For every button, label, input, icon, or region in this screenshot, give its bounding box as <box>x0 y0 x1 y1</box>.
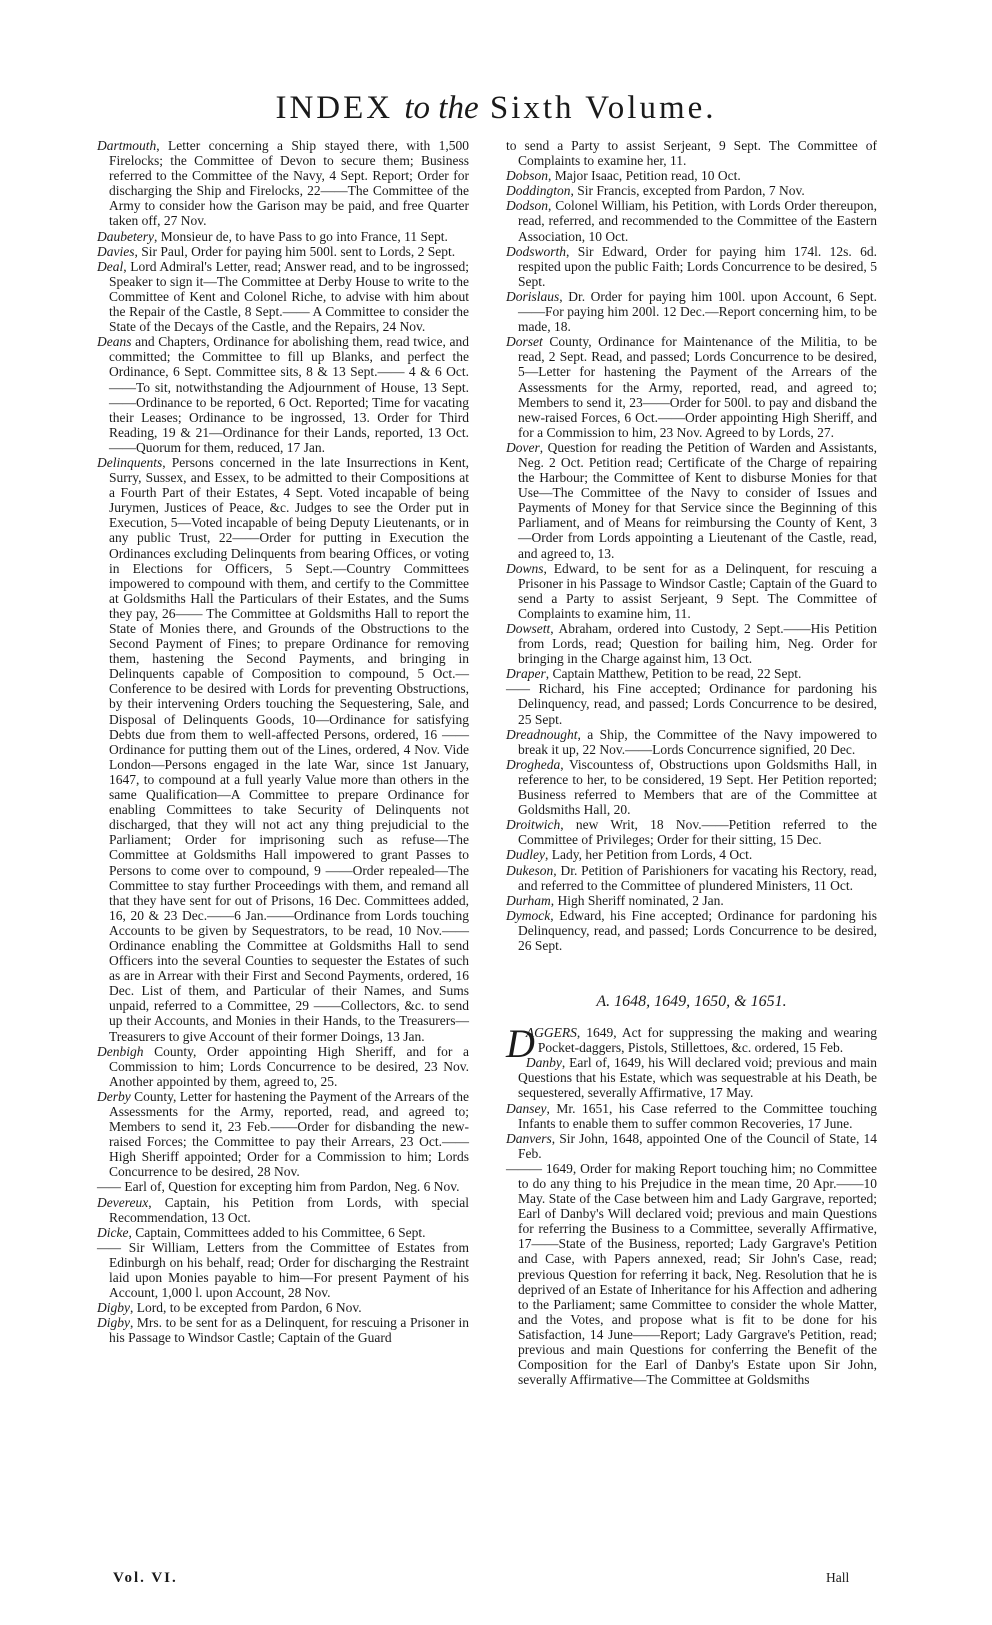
index-entry <box>97 1315 469 1345</box>
entry-text: , Question for reading the Petition of Warden and Assistants, Neg. 2 Oct. Petition read; Certificate of the Charge of repairing the Harbour; the Committee of Kent to disburse Monies for that Use—The Committee of the Navy to consider of Issues and Payments of Money for that Service since the Beginning of this Parliament, and of Means for reimbursing the County of Kent, 3—Order from Lords appointing a Lieutenant of the Castle, read, and agreed to, 13. <box>518 439 877 561</box>
title-main: INDEX <box>275 90 394 126</box>
index-entry <box>506 817 877 847</box>
index-entry <box>97 1225 469 1240</box>
entry-headword: Draper <box>506 666 546 682</box>
entry-text: , Lord Admiral's Letter, read; Answer read, and to be ingrossed; Speaker to sign it—The Committee at Derby House to write to the Committee of Kent and Colonel Riche, to advise with him about the Repair of the Castle, 8 Sept.—— A Committee to consider the State of the Decays of the Castle, and the Repairs, 24 Nov. <box>109 258 469 335</box>
index-entry <box>506 727 877 757</box>
entry-headword: Dorset <box>506 334 543 350</box>
index-entry <box>506 847 877 862</box>
entry-text: , Captain Matthew, Petition to be read, 22 Sept. <box>545 666 802 682</box>
index-entry <box>97 1179 469 1194</box>
index-entry <box>97 1089 469 1180</box>
entry-text: , Persons concerned in the late Insurrections in Kent, Surry, Sussex, and Essex, to be admitted to their Compositions at a Fourth Part of their Estates, 4 Sept. Voted incapable of being Jurymen, Justices of Peace, &c. Judges to see the Order put in Execution, 5—Voted incapable of being Deputy Lieutenants, or in any public Trust, 22——Order for putting in Execution the Ordinances excluding Delinquents from bearing Offices, or voting in Elections for Officers, 5 Sept.—Country Committees impowered to compound with them, and certify to the Committee at Goldsmiths Hall the Particulars of their Estates, and the Sums they pay, 26—— The Committee at Goldsmiths Hall to report the State of Monies there, and Grounds of the Obstructions to the Second Payment of Fines; to prepare Ordinance for removing them, hastening the Second Payments, and bringing in Delinquents capable of Composition to compound, 5 Oct.—Conference to be desired with Lords for preventing Obstructions, by their intervening Orders touching the Sequestering, Sale, and Disposal of Delinquents Goods, 10—Ordinance for satisfying Debts due from them to well-affected Persons, ordered, 16 ——Ordinance for putting them out of the Lines, ordered, 4 Nov. Vide London—Persons engaged in the late War, since 1st January, 1647, to compound at a full yearly Value more than others in the same Qualification—A Committee to prepare Ordinance for enabling Committees to take Security of Delinquents not discharged, that they will not act any thing prejudicial to the Parliament; Order for imprisoning such as refuse—The Committee at Goldsmiths Hall impowered to grant Passes to Persons to come over to compound, 9 ——Order repealed—The Committee to stay further Proceedings with them, and remand all that they have sent for out of Prisons, 16 Dec. Committees added, 16, 20 & 23 Dec.——6 Jan.——Ordinance from Lords touching Accounts to be given by Sequestrators, to be read, 10 Nov.—— Ordinance enabling the Committee at Goldsmiths Hall to send Officers into the several Counties to sequester the Estates of such as are in Arrear with their First and Second Payments, ordered, 16 Dec. List of them, and Particular of their Names, and Sums unpaid, referred to a Committee, 29 ——Collectors, &c. to send up their Accounts, and Monies in their Hands, to the Treasurers—Treasurers to give Account of their former Doings, 13 Jan. <box>109 454 469 1044</box>
entry-headword: ——— <box>506 1160 543 1176</box>
index-entry <box>506 666 877 681</box>
entry-headword: Dorislaus <box>506 288 560 304</box>
entry-headword: Durham <box>506 892 551 908</box>
entry-headword: Dowsett <box>506 621 551 636</box>
index-entry <box>506 757 877 817</box>
entry-text: , Mrs. to be sent for as a Delinquent, for rescuing a Prisoner in his Passage to Windsor Castle; Captain of the Guard <box>109 1315 469 1346</box>
entry-text: , Viscountess of, Obstructions upon Goldsmiths Hall, in reference to her, to be considered, 19 Sept. Her Petition reported; Business referred to Members that are of the Committee at Goldsmiths Hall, 20. <box>518 756 877 818</box>
entry-text: , Captain, Committees added to his Committee, 6 Sept. <box>128 1224 426 1240</box>
drop-cap: D <box>506 1021 535 1067</box>
index-entry <box>97 334 469 455</box>
catchword: Hall <box>826 1570 850 1585</box>
entry-text: , Major Isaac, Petition read, 10 Oct. <box>548 168 741 184</box>
entry-headword: Dartmouth <box>97 138 157 153</box>
index-entry <box>97 244 469 259</box>
entry-headword: —— <box>97 1179 122 1195</box>
entry-text: , Edward, his Fine accepted; Ordinance for pardoning his Delinquency, read, and passed; Lords Concurrence to be desired, 26 Sept. <box>518 907 877 953</box>
section-heading: A. 1648, 1649, 1650, & 1651. <box>596 993 787 1011</box>
index-entry <box>506 183 877 198</box>
index-entry <box>506 244 877 289</box>
index-entry <box>506 440 877 561</box>
index-entry <box>97 229 469 244</box>
index-entry <box>97 455 469 1044</box>
index-entry <box>506 168 877 183</box>
entry-headword: Denbigh <box>97 1043 144 1059</box>
entry-text: , Colonel William, his Petition, with Lords Order thereupon, read, referred, and recommended to the Committee of the Eastern Association, 10 Oct. <box>518 198 877 244</box>
volume-signature: Vol. VI. <box>113 1570 178 1586</box>
entry-text: , Captain, his Petition from Lords, with special Recommendation, 13 Oct. <box>109 1194 469 1225</box>
index-entry <box>506 908 877 953</box>
entry-headword: Doddington <box>506 183 571 199</box>
entry-headword: —— <box>97 1239 122 1255</box>
entry-headword: Dreadnought <box>506 726 578 742</box>
entry-headword: —— <box>506 681 531 697</box>
index-entry <box>506 621 877 666</box>
entry-headword: Devereux <box>97 1194 149 1210</box>
entry-headword: Daubetery <box>97 228 154 244</box>
entry-headword: Danby <box>525 1055 562 1071</box>
entry-text: , 1649, Act for suppressing the making and wearing Pocket-daggers, Pistols, Stillettoes, &c. ordered, 15 Feb. <box>537 1025 877 1056</box>
index-entry <box>506 289 877 334</box>
entry-headword: Dobson <box>506 168 549 184</box>
entry-headword: Dukeson <box>506 862 554 878</box>
entry-text: , Sir Edward, Order for paying him 174l. 12s. 6d. respited upon the public Faith; Lords Concurrence to be desired, 5 Sept. <box>518 243 877 289</box>
title-rest: Sixth Volume. <box>489 90 717 126</box>
entry-text: , Edward, to be sent for as a Delinquent, for rescuing a Prisoner in his Passage to Windsor Castle; Captain of the Guard to send a Party to assist Serjeant, 9 Sept. The Committee of Complaints to examine him, 11. <box>518 560 877 621</box>
entry-headword: Digby <box>97 1300 130 1316</box>
entry-text: , Lord, to be excepted from Pardon, 6 Nov. <box>130 1300 362 1316</box>
entry-headword: Deans <box>97 334 132 350</box>
entry-text: County, Letter for hastening the Payment of the Arrears of the Assessments for the Army, reported, read, and agreed to; Members to send it, 23 Feb.——Order for disbanding the new-raised Forces; the Committee to pay their Arrears, 23 Oct.——High Sheriff appointed; Order for a Commission to him; Lords Concurrence to be desired, 28 Nov. <box>109 1088 469 1180</box>
entry-text: and Chapters, Ordinance for abolishing them, read twice, and committed; the Committee to fill up Blanks, and perfect the Ordinance, 6 Sept. Committee sits, 8 & 13 Sept.—— 4 & 6 Oct.——To sit, notwithstanding the Adjournment of House, 13 Sept.——Ordinance to be reported, 6 Oct. Reported; Time for vacating their Leases; Ordinance to be ingrossed, 13. Order for Third Reading, 19 & 21—Ordinance for their Lands, reported, 13 Oct.——Quorum for them, reduced, 17 Jan. <box>109 334 469 455</box>
index-entry <box>97 1044 469 1089</box>
entry-text: , Earl of, 1649, his Will declared void; previous and main Questions that his Estate, which was sequestrable at his Death, be sequestered, severally Affirmative, 17 May. <box>518 1055 877 1101</box>
entry-text: Sir William, Letters from the Committee of Estates from Edinburgh on his behalf, read; Order for discharging the Restraint laid upon Monies payable to him—For present Payment of his Account, 1,000 l. upon Account, 28 Nov. <box>109 1239 469 1301</box>
entry-text: County, Order appointing High Sheriff, and for a Commission to him; Lords Concurrence to be desired, 23 Nov. Another appointed by them, agreed to, 25. <box>109 1043 469 1089</box>
index-entry <box>506 1161 877 1387</box>
index-entry <box>97 259 469 334</box>
entry-headword: Davies <box>97 243 135 259</box>
entry-text: , Sir John, 1648, appointed One of the Council of State, 14 Feb. <box>518 1130 877 1161</box>
entry-text: , new Writ, 18 Nov.——Petition referred to the Committee of Privileges; Order for their sitting, 15 Dec. <box>518 817 877 848</box>
entry-headword: Dymock <box>506 907 551 923</box>
index-entry <box>506 334 877 440</box>
index-entry <box>506 561 877 621</box>
entry-headword: Dansey <box>506 1100 547 1116</box>
entry-headword: AGGERS <box>525 1025 577 1041</box>
page-title <box>0 92 992 125</box>
entry-text: , Sir Francis, excepted from Pardon, 7 Nov. <box>570 183 805 199</box>
entry-text: , Lady, her Petition from Lords, 4 Oct. <box>544 847 753 863</box>
entry-text: Earl of, Question for excepting him from Pardon, Neg. 6 Nov. <box>121 1179 460 1195</box>
entry-headword: Downs <box>506 560 544 576</box>
entry-text: , Letter concerning a Ship stayed there, with 1,500 Firelocks; the Committee of Devon to secure them; Business referred to the Committee of the Navy, 4 Sept. Report; Order for discharging the Ship and Firelocks, 22——The Committee of the Army to consider how the Garison may be paid, and free Quarter taken off, 27 Nov. <box>109 138 469 229</box>
entry-text: County, Ordinance for Maintenance of the Militia, to be read, 2 Sept. Read, and passed; Lords Concurrence to be desired, 5—Letter for hastening the Payment of the Arrears of the Assessments for the Army, reported, read, and agreed to; Members to send it, 23——Order for 500l. to pay and disband the new-raised Forces, 6 Oct.——Order appointing High Sheriff, and for a Commission to him, 23 Nov. Agreed to by Lords, 27. <box>518 334 877 440</box>
entry-headword: Dicke <box>97 1224 129 1240</box>
entry-headword: Danvers <box>506 1130 552 1146</box>
entry-text: , High Sheriff nominated, 2 Jan. <box>550 892 724 908</box>
entry-text: , a Ship, the Committee of the Navy impowered to break it up, 22 Nov.——Lords Concurrence signified, 20 Dec. <box>518 726 877 757</box>
entry-text: , Dr. Order for paying him 100l. upon Account, 6 Sept.——For paying him 200l. 12 Dec.—Report concerning him, to be made, 18. <box>518 288 877 335</box>
title-connector: to the <box>404 90 479 126</box>
entry-headword: Dodsworth <box>506 243 567 259</box>
index-entry <box>506 1131 877 1161</box>
index-entry <box>506 681 877 726</box>
index-entry <box>506 893 877 908</box>
index-entry <box>506 1101 877 1131</box>
index-entry <box>506 863 877 893</box>
entry-headword: Delinquents <box>97 454 163 470</box>
entry-text: , Mr. 1651, his Case referred to the Committee touching Infants to enable them to suffer common Recoveries, 17 June. <box>518 1100 877 1131</box>
entry-headword: Derby <box>97 1088 131 1104</box>
entry-headword: Droitwich <box>506 817 561 833</box>
index-entry <box>506 1055 877 1100</box>
index-entry <box>506 138 877 168</box>
index-entry <box>97 1195 469 1225</box>
entry-text: Richard, his Fine accepted; Ordinance for pardoning his Delinquency, read, and passed; Lords Concurrence to be desired, 25 Sept. <box>518 681 877 727</box>
index-entry <box>97 1300 469 1315</box>
entry-text: to send a Party to assist Serjeant, 9 Sept. The Committee of Complaints to examine her, 11. <box>506 138 877 169</box>
index-entry <box>97 1240 469 1300</box>
right-entries-part1 <box>506 138 877 953</box>
entry-text: , Abraham, ordered into Custody, 2 Sept.——His Petition from Lords, read; Question for bailing him, Neg. Order for bringing in the Charge against him, 13 Oct. <box>518 621 877 667</box>
entry-text: 1649, Order for making Report touching him; no Committee to do any thing to his Prejudice in the mean time, 20 Apr.——10 May. State of the Case between him and Lady Gargrave, reported; Earl of Danby's Will declared void; previous and main Questions for referring the Business to a Committee, severally Affirmative, 17——State of the Business, reported; Lady Gargrave's Petition and Case, with Papers annexed, read; Sir John's Case, read; previous Question for referring it back, Neg. Resolution that he is deprived of an Estate of Inheritance for his Affection and adhering to the Parliament; same Committee to consider the whole Matter, and the Votes, and propose what is fit to be done for his Satisfaction, 14 June——Report; Lady Gargrave's Petition, read; previous and main Questions for conferring the Benefit of the Composition for the Earl of Danby's Estate upon Sir John, severally Affirmative—The Committee at Goldsmiths <box>518 1160 877 1388</box>
entry-headword: Dudley <box>506 847 545 863</box>
entry-text: , Monsieur de, to have Pass to go into France, 11 Sept. <box>153 228 448 244</box>
entry-headword: Deal <box>97 258 124 274</box>
entry-headword: Digby <box>97 1315 130 1331</box>
entry-text: , Sir Paul, Order for paying him 500l. sent to Lords, 2 Sept. <box>134 243 456 259</box>
right-entries-part2 <box>506 1055 877 1387</box>
entry-text: , Dr. Petition of Parishioners for vacating his Rectory, read, and referred to the Committee of plundered Ministers, 11 Oct. <box>518 862 877 893</box>
right-column <box>506 138 877 1387</box>
index-entry <box>506 198 877 243</box>
entry-headword: Dodson <box>506 198 549 214</box>
entry-headword: Dover <box>506 439 540 455</box>
left-column <box>97 138 469 1346</box>
entry-headword: Drogheda <box>506 756 561 772</box>
index-entry <box>97 138 469 229</box>
